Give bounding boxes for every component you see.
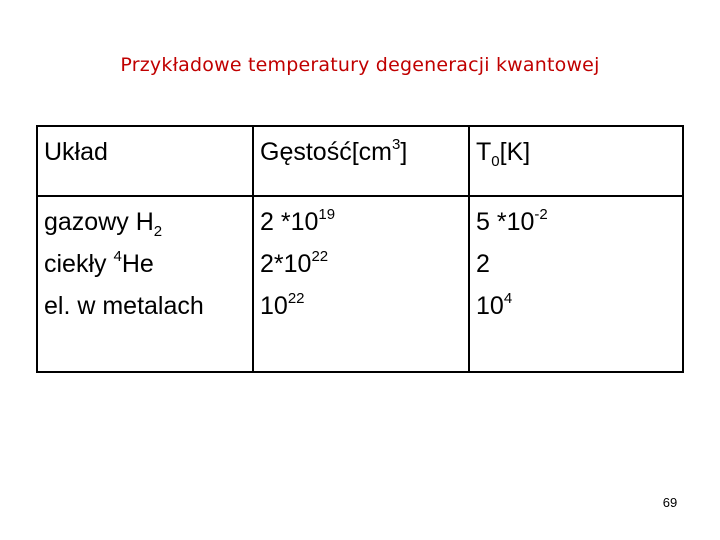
header-density — [260, 131, 407, 173]
system-row-3 — [44, 285, 204, 327]
density-1-exponent: 19 — [318, 206, 336, 223]
density-3-base: 10 — [260, 292, 288, 320]
column-divider-2 — [468, 127, 470, 371]
page-number: 69 — [662, 495, 678, 510]
system-2-isotope: 4 — [113, 248, 122, 265]
density-row-1 — [260, 201, 335, 243]
column-divider-1 — [252, 127, 254, 371]
header-temperature-unit: [K] — [499, 138, 531, 166]
system-2-element: He — [121, 250, 154, 278]
temperature-1-exponent: -2 — [534, 206, 548, 223]
temperature-column — [476, 201, 548, 327]
system-row-2 — [44, 243, 204, 285]
header-density-label: Gęstość[cm — [260, 138, 392, 166]
density-column — [260, 201, 335, 327]
temperature-row-3 — [476, 285, 548, 327]
temperature-3-base: 10 — [476, 292, 504, 320]
degeneracy-temperature-table — [36, 125, 684, 373]
system-2-prefix: ciekły — [44, 250, 114, 278]
system-3-label: el. w metalach — [44, 292, 204, 320]
header-temperature-subscript: 0 — [491, 153, 500, 170]
density-row-2 — [260, 243, 335, 285]
system-1-subscript: 2 — [153, 223, 163, 240]
header-divider — [38, 195, 682, 197]
temperature-1-base: 5 *10 — [476, 208, 535, 236]
header-density-bracket: ] — [400, 138, 408, 166]
density-1-base: 2 *10 — [260, 208, 319, 236]
temperature-row-2 — [476, 243, 548, 285]
density-3-exponent: 22 — [287, 290, 305, 307]
header-temperature — [476, 131, 530, 173]
header-temperature-symbol: T — [476, 138, 492, 166]
system-row-1 — [44, 201, 204, 243]
header-density-exponent: 3 — [391, 136, 401, 153]
slide-title: Przykładowe temperatury degeneracji kwantowej — [120, 54, 600, 76]
density-row-3 — [260, 285, 335, 327]
temperature-3-exponent: 4 — [503, 290, 513, 307]
temperature-row-1 — [476, 201, 548, 243]
systems-column — [44, 201, 204, 327]
temperature-2-base: 2 — [476, 250, 490, 278]
density-2-exponent: 22 — [311, 248, 329, 265]
density-2-base: 2*10 — [260, 250, 312, 278]
system-1-label: gazowy H — [44, 208, 154, 236]
header-system: Układ — [44, 138, 108, 166]
